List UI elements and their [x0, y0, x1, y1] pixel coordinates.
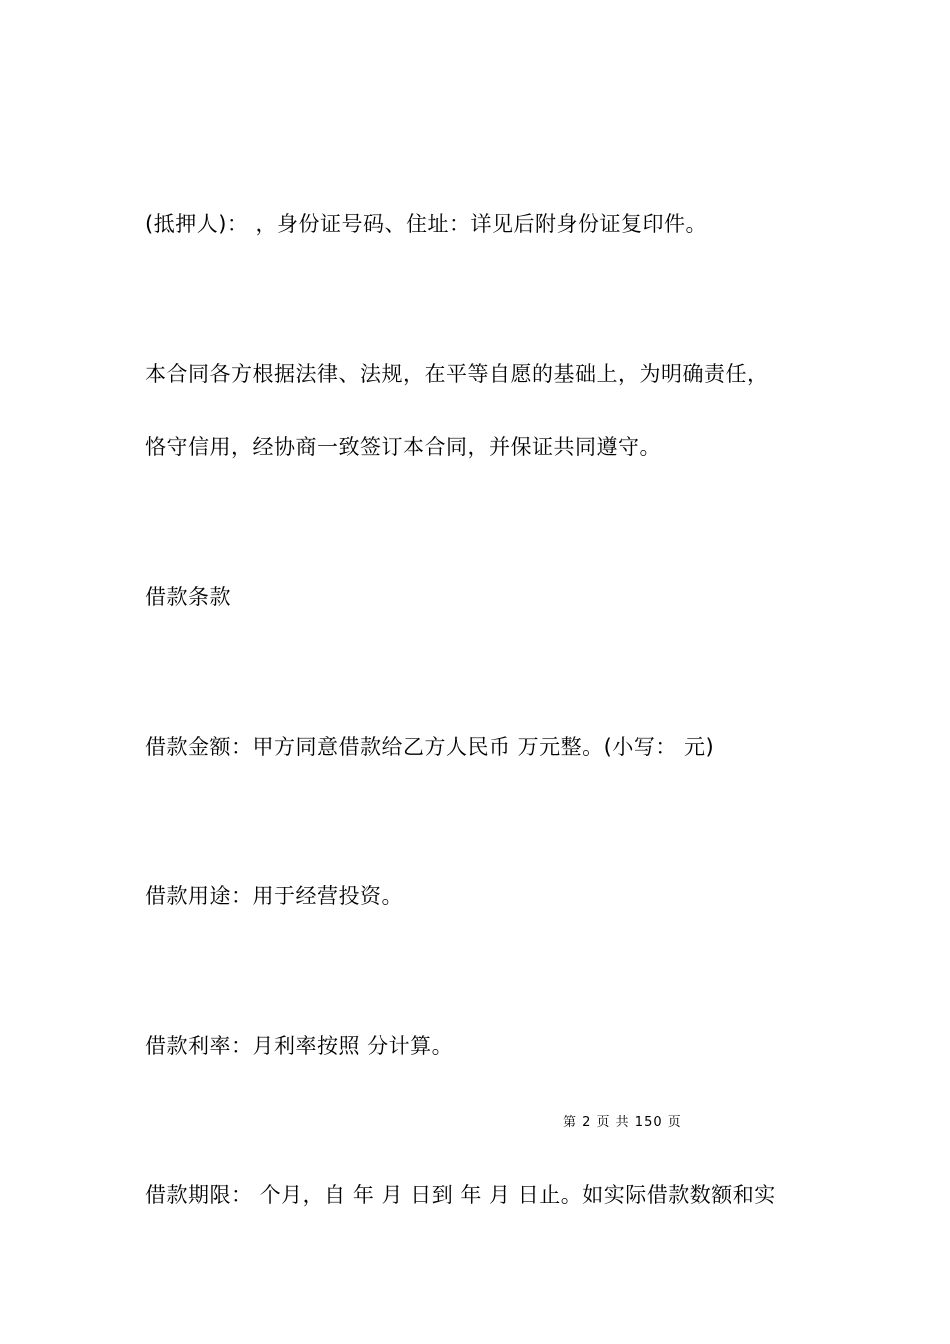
loan-interest-line: 借款利率：月利率按照 分计算。 [145, 1034, 454, 1058]
loan-term-line: 借款期限： 个月，自 年 月 日到 年 月 日止。如实际借款数额和实 [145, 1183, 776, 1207]
preamble-line-2: 恪守信用，经协商一致签订本合同，并保证共同遵守。 [145, 435, 661, 459]
section-heading-loan-terms: 借款条款 [145, 585, 231, 609]
preamble-line-1: 本合同各方根据法律、法规，在平等自愿的基础上，为明确责任， [145, 362, 769, 386]
loan-purpose-line: 借款用途：用于经营投资。 [145, 884, 403, 908]
loan-amount-line: 借款金额：甲方同意借款给乙方人民币 万元整。(小写： 元) [145, 735, 715, 759]
page-number-footer: 第 2 页 共 150 页 [563, 1115, 682, 1130]
mortgagor-line: (抵押人)： ，身份证号码、住址：详见后附身份证复印件。 [145, 212, 708, 236]
